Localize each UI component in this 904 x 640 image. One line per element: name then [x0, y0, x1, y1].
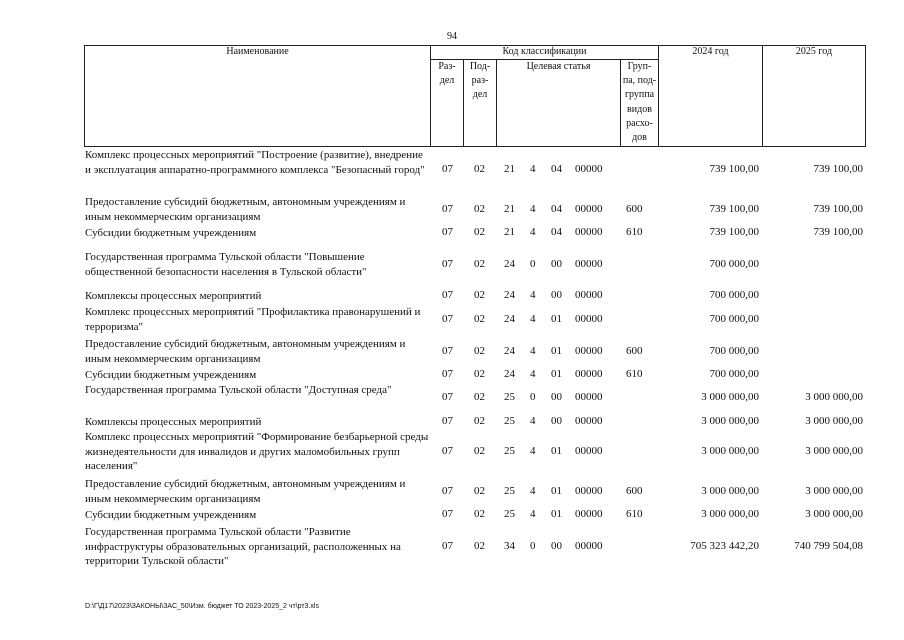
cell-subprogram: 4 — [530, 203, 536, 215]
cell-direction: 00000 — [575, 289, 603, 301]
cell-amount-2025: 739 100,00 — [813, 226, 863, 238]
cell-program: 21 — [504, 203, 515, 215]
cell-program: 24 — [504, 345, 515, 357]
cell-amount-2024: 3 000 000,00 — [701, 415, 759, 427]
cell-direction: 00000 — [575, 313, 603, 325]
cell-podrazdel: 02 — [474, 226, 485, 238]
cell-razdel: 07 — [442, 313, 453, 325]
cell-razdel: 07 — [442, 289, 453, 301]
header-year-2024: 2024 год — [692, 46, 729, 57]
cell-razdel: 07 — [442, 258, 453, 270]
cell-podrazdel: 02 — [474, 485, 485, 497]
cell-main-activity: 01 — [551, 368, 562, 380]
cell-amount-2025: 3 000 000,00 — [805, 415, 863, 427]
cell-main-activity: 00 — [551, 289, 562, 301]
row-name: Субсидии бюджетным учреждениям — [85, 369, 257, 381]
cell-program: 34 — [504, 540, 515, 552]
cell-podrazdel: 02 — [474, 203, 485, 215]
row-name: Комплексы процессных мероприятий — [85, 290, 262, 302]
cell-razdel: 07 — [442, 391, 453, 403]
cell-subprogram: 4 — [530, 368, 536, 380]
cell-program: 24 — [504, 313, 515, 325]
page-number: 94 — [447, 31, 457, 42]
cell-amount-2025: 3 000 000,00 — [805, 485, 863, 497]
cell-amount-2024: 3 000 000,00 — [701, 445, 759, 457]
row-name: Комплекс процессных мероприятий "Формирование безбарьерной среды жизнедеятельности для инвалидов и других маломобильных групп населения" — [85, 431, 429, 472]
cell-razdel: 07 — [442, 508, 453, 520]
cell-razdel: 07 — [442, 540, 453, 552]
cell-podrazdel: 02 — [474, 415, 485, 427]
cell-podrazdel: 02 — [474, 391, 485, 403]
row-name: Субсидии бюджетным учреждениям — [85, 509, 257, 521]
row-name: Комплекс процессных мероприятий "Построение (развитие), внедрение и эксплуатация аппаратно-программного комплекса "Безопасный город" — [85, 149, 425, 176]
cell-amount-2024: 700 000,00 — [709, 258, 759, 270]
cell-razdel: 07 — [442, 445, 453, 457]
cell-amount-2024: 700 000,00 — [709, 313, 759, 325]
row-name: Предоставление субсидий бюджетным, автономным учреждениям и иным некоммерческим организациям — [85, 478, 406, 505]
cell-amount-2024: 700 000,00 — [709, 289, 759, 301]
cell-expense-type: 600 — [626, 485, 643, 497]
cell-podrazdel: 02 — [474, 508, 485, 520]
header-code-group: Код классификации — [502, 46, 587, 57]
cell-razdel: 07 — [442, 415, 453, 427]
cell-podrazdel: 02 — [474, 540, 485, 552]
cell-subprogram: 4 — [530, 163, 536, 175]
cell-program: 21 — [504, 226, 515, 238]
cell-program: 25 — [504, 391, 515, 403]
cell-amount-2024: 3 000 000,00 — [701, 508, 759, 520]
cell-amount-2024: 705 323 442,20 — [690, 540, 759, 552]
row-name: Государственная программа Тульской области "Доступная среда" — [85, 384, 392, 396]
cell-subprogram: 4 — [530, 508, 536, 520]
cell-amount-2024: 739 100,00 — [709, 226, 759, 238]
cell-program: 25 — [504, 485, 515, 497]
cell-podrazdel: 02 — [474, 163, 485, 175]
cell-amount-2024: 700 000,00 — [709, 368, 759, 380]
cell-subprogram: 4 — [530, 345, 536, 357]
cell-main-activity: 01 — [551, 313, 562, 325]
cell-expense-type: 610 — [626, 226, 643, 238]
cell-direction: 00000 — [575, 345, 603, 357]
cell-razdel: 07 — [442, 368, 453, 380]
cell-direction: 00000 — [575, 391, 603, 403]
cell-amount-2025: 739 100,00 — [813, 203, 863, 215]
cell-amount-2025: 3 000 000,00 — [805, 445, 863, 457]
cell-subprogram: 0 — [530, 540, 536, 552]
cell-main-activity: 00 — [551, 391, 562, 403]
cell-amount-2025: 740 799 504,08 — [794, 540, 863, 552]
cell-program: 24 — [504, 258, 515, 270]
cell-subprogram: 4 — [530, 445, 536, 457]
cell-main-activity: 01 — [551, 508, 562, 520]
header-name: Наименование — [226, 46, 289, 57]
row-name: Государственная программа Тульской области "Развитие инфраструктуры образовательных организаций, расположенных на территории Тульской области" — [85, 526, 401, 567]
cell-amount-2024: 3 000 000,00 — [701, 391, 759, 403]
cell-razdel: 07 — [442, 345, 453, 357]
cell-amount-2025: 3 000 000,00 — [805, 508, 863, 520]
cell-amount-2024: 3 000 000,00 — [701, 485, 759, 497]
cell-main-activity: 01 — [551, 345, 562, 357]
cell-podrazdel: 02 — [474, 313, 485, 325]
cell-expense-type: 600 — [626, 203, 643, 215]
cell-subprogram: 4 — [530, 485, 536, 497]
cell-direction: 00000 — [575, 485, 603, 497]
cell-podrazdel: 02 — [474, 445, 485, 457]
cell-subprogram: 0 — [530, 391, 536, 403]
cell-razdel: 07 — [442, 163, 453, 175]
cell-amount-2024: 739 100,00 — [709, 163, 759, 175]
cell-direction: 00000 — [575, 226, 603, 238]
cell-main-activity: 04 — [551, 226, 562, 238]
cell-direction: 00000 — [575, 258, 603, 270]
cell-razdel: 07 — [442, 203, 453, 215]
cell-razdel: 07 — [442, 485, 453, 497]
cell-podrazdel: 02 — [474, 258, 485, 270]
cell-program: 21 — [504, 163, 515, 175]
cell-razdel: 07 — [442, 226, 453, 238]
cell-amount-2025: 739 100,00 — [813, 163, 863, 175]
cell-expense-type: 610 — [626, 368, 643, 380]
cell-direction: 00000 — [575, 508, 603, 520]
row-name: Предоставление субсидий бюджетным, автономным учреждениям и иным некоммерческим организациям — [85, 196, 406, 223]
header-year-2025: 2025 год — [795, 46, 833, 57]
cell-direction: 00000 — [575, 445, 603, 457]
cell-main-activity: 00 — [551, 258, 562, 270]
cell-direction: 00000 — [575, 415, 603, 427]
cell-expense-type: 610 — [626, 508, 643, 520]
cell-direction: 00000 — [575, 203, 603, 215]
cell-subprogram: 4 — [530, 415, 536, 427]
cell-program: 24 — [504, 368, 515, 380]
cell-direction: 00000 — [575, 368, 603, 380]
cell-podrazdel: 02 — [474, 345, 485, 357]
cell-program: 25 — [504, 415, 515, 427]
cell-program: 24 — [504, 289, 515, 301]
cell-main-activity: 00 — [551, 540, 562, 552]
row-name: Комплексы процессных мероприятий — [85, 416, 262, 428]
cell-main-activity: 01 — [551, 445, 562, 457]
cell-expense-type: 600 — [626, 345, 643, 357]
row-name: Предоставление субсидий бюджетным, автономным учреждениям и иным некоммерческим организациям — [85, 338, 406, 365]
cell-direction: 00000 — [575, 163, 603, 175]
file-path-footer: D:\Г\Д17\2023\ЗАКОНЫ\ЗАС_50\Изм. бюджет ТО 2023-2025_2 чт\рт3.xls — [85, 603, 319, 610]
header-target-article: Целевая статья — [526, 61, 591, 72]
cell-podrazdel: 02 — [474, 368, 485, 380]
header-razdel: Раз- дел — [438, 61, 456, 87]
cell-main-activity: 04 — [551, 163, 562, 175]
cell-amount-2024: 700 000,00 — [709, 345, 759, 357]
cell-subprogram: 4 — [530, 226, 536, 238]
header-podrazdel: Под- раз- дел — [469, 61, 491, 101]
row-name: Субсидии бюджетным учреждениям — [85, 227, 257, 239]
cell-main-activity: 00 — [551, 415, 562, 427]
cell-podrazdel: 02 — [474, 289, 485, 301]
row-name: Комплекс процессных мероприятий "Профилактика правонарушений и терроризма" — [85, 306, 421, 333]
cell-subprogram: 4 — [530, 313, 536, 325]
cell-program: 25 — [504, 508, 515, 520]
cell-subprogram: 0 — [530, 258, 536, 270]
cell-amount-2025: 3 000 000,00 — [805, 391, 863, 403]
row-name: Государственная программа Тульской области "Повышение общественной безопасности населения в Тульской области" — [85, 251, 367, 278]
cell-main-activity: 01 — [551, 485, 562, 497]
cell-main-activity: 04 — [551, 203, 562, 215]
cell-subprogram: 4 — [530, 289, 536, 301]
header-vid: Груп- па, под- группа видов расхо- дов — [622, 61, 657, 144]
cell-direction: 00000 — [575, 540, 603, 552]
cell-program: 25 — [504, 445, 515, 457]
cell-amount-2024: 739 100,00 — [709, 203, 759, 215]
